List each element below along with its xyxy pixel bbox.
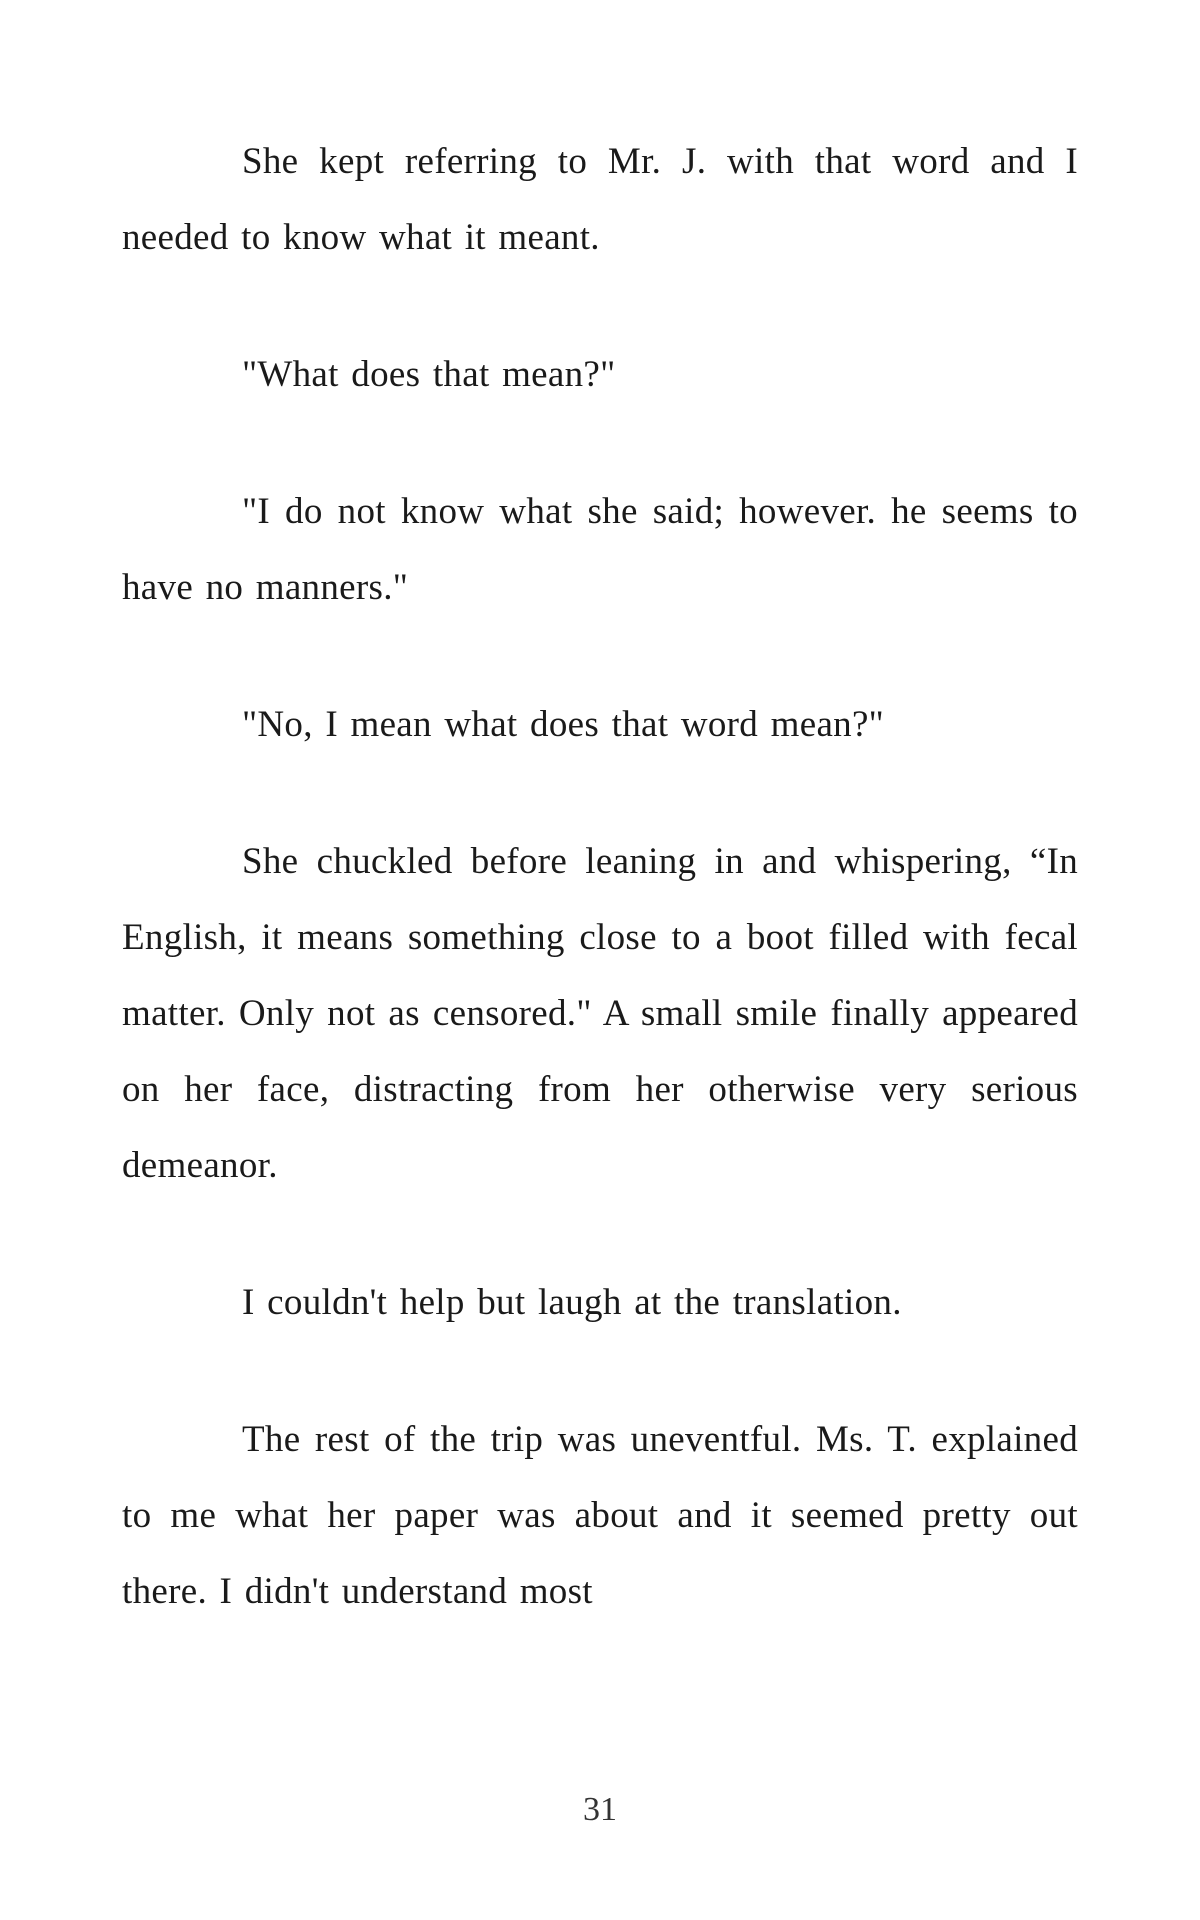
paragraph-6: I couldn't help but laugh at the translation. [242,1282,902,1323]
page-number: 31 [583,1791,617,1828]
paragraph-5: She chuckled before leaning in and whispering, “In English, it means something close to a boot filled with fecal matter. Only not as censored." A small smile finally appeared on her face, distracting from her otherwise very serious demeanor. [122,841,1078,1186]
paragraph-3: "I do not know what she said; however. he seems to have no manners." [122,491,1078,608]
paragraph-7: The rest of the trip was uneventful. Ms. T. explained to me what her paper was about and it seemed pretty out there. I didn't understand most [122,1419,1078,1612]
paragraph-2: "What does that mean?" [242,354,616,395]
paragraph-4: "No, I mean what does that word mean?" [242,704,885,745]
paragraph-1: She kept referring to Mr. J. with that word and I needed to know what it meant. [122,141,1078,258]
body-text [122,124,1078,1691]
